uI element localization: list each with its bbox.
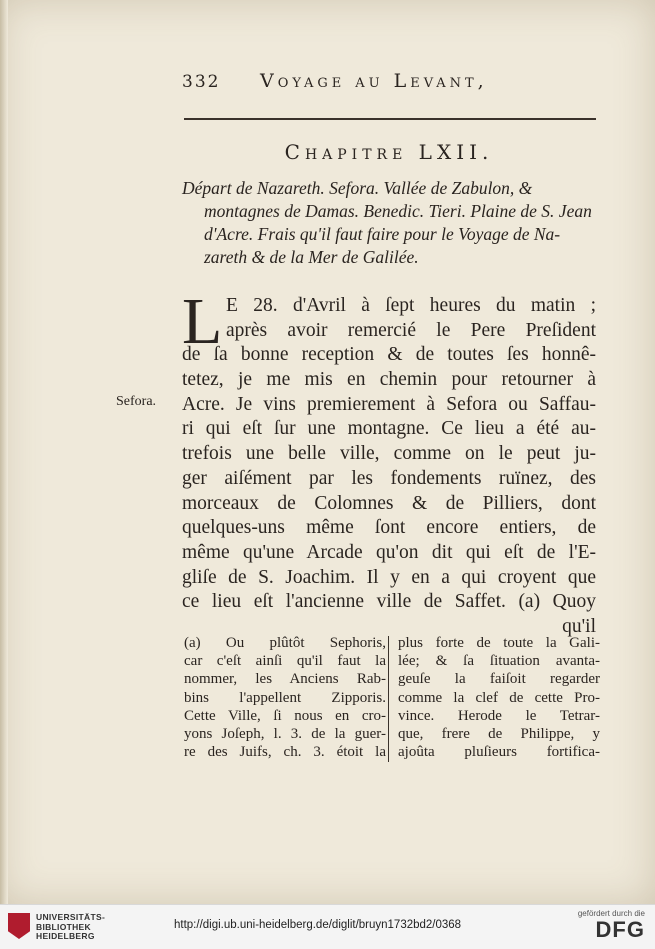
footnote-line: yons Joſeph, l. 3. de la guer- xyxy=(184,725,386,742)
page-edge-shadow xyxy=(0,0,8,904)
footnote-line: (a) Ou plûtôt Sephoris, xyxy=(184,635,386,651)
body-line: E 28. d'Avril à ſept heures du matin ; xyxy=(226,295,596,316)
footnote-line: geuſe la faiſoit regarder xyxy=(398,671,600,688)
summary-line: zareth & de la Mer de Galilée. xyxy=(204,247,419,267)
body-line: Acre. Je vins premierement à Sefora ou Saffau- xyxy=(182,393,596,415)
footnote-divider xyxy=(388,636,389,762)
footnote-line: car c'eſt ainſi qu'il faut la xyxy=(184,653,386,670)
running-title: Voyage au Levant, xyxy=(260,70,488,92)
margin-note: Sefora. xyxy=(116,394,157,409)
body-line: ri qui eſt ſur une montagne. Ce lieu a été au- xyxy=(182,418,596,440)
summary-line: Départ de Nazareth. Sefora. Vallée de Zabulon, & xyxy=(182,178,533,198)
viewer-footer-bar xyxy=(0,904,655,949)
footnote-line: re des Juifs, ch. 3. étoit la xyxy=(184,744,386,761)
body-line: tetez, je me mis en chemin pour retourner à xyxy=(182,369,596,391)
chapter-summary xyxy=(182,177,598,269)
footnote-line: bins l'appellent Zipporis. xyxy=(184,689,386,706)
footnote-line: vince. Herode le Tetrar- xyxy=(398,707,600,724)
footnote-line: que, frere de Philippe, y xyxy=(398,725,600,742)
library-logo-text[interactable]: UNIVERSITÄTS- BIBLIOTHEK HEIDELBERG xyxy=(36,912,106,941)
catchword: qu'il xyxy=(562,615,596,637)
footnote-line: Cette Ville, ſi nous en cro- xyxy=(184,707,386,724)
footnote-line: plus forte de toute la Gali- xyxy=(398,635,600,651)
running-head xyxy=(182,70,602,94)
body-line: quelques-uns même ſont encore entiers, de xyxy=(182,517,596,539)
summary-line: montagnes de Damas. Benedic. Tieri. Plaine de S. Jean xyxy=(204,201,592,221)
body-line: même qu'une Arcade qu'on dit qui eſt de l'E- xyxy=(182,541,596,563)
summary-line: d'Acre. Frais qu'il faut faire pour le Voyage de Na- xyxy=(204,224,561,244)
footnote-line: lée; & ſa ſituation avanta- xyxy=(398,653,600,670)
page-number: 332 xyxy=(182,72,221,92)
body-line: après avoir remercié le Pere Preſident xyxy=(226,319,596,341)
body-line: gliſe de S. Joachim. Il y en a qui croyent que xyxy=(182,566,596,588)
sponsor-block[interactable] xyxy=(578,909,645,942)
footnote-right-column xyxy=(398,634,600,761)
body-line: morceaux de Colomnes & de Pilliers, dont xyxy=(182,492,596,514)
drop-cap: L xyxy=(182,285,223,358)
dfg-logo: DFG xyxy=(595,917,645,942)
body-line: de ſa bonne reception & de toutes ſes honnê- xyxy=(182,344,596,366)
permalink-url[interactable]: http://digi.ub.uni-heidelberg.de/diglit/bruyn1732bd2/0368 xyxy=(174,919,462,931)
library-shield-icon xyxy=(8,913,30,939)
header-rule xyxy=(184,118,596,120)
footnote-line: ajoûta pluſieurs fortifica- xyxy=(398,744,600,761)
body-line: ce lieu eſt l'ancienne ville de Saffet. (a) Quoy xyxy=(182,591,596,613)
footnote-left-column xyxy=(184,634,386,761)
footnote-line: nommer, les Anciens Rab- xyxy=(184,671,386,688)
sponsor-label: gefördert durch die xyxy=(577,909,645,918)
chapter-title: Chapitre LXII. xyxy=(284,140,494,164)
body-text xyxy=(182,285,596,640)
body-line: trefois une belle ville, comme on le peut ju- xyxy=(182,443,596,465)
body-line: ger aiſément par les fondements ruïnez, des xyxy=(182,467,596,489)
footnote-line: comme la clef de cette Pro- xyxy=(398,689,600,706)
